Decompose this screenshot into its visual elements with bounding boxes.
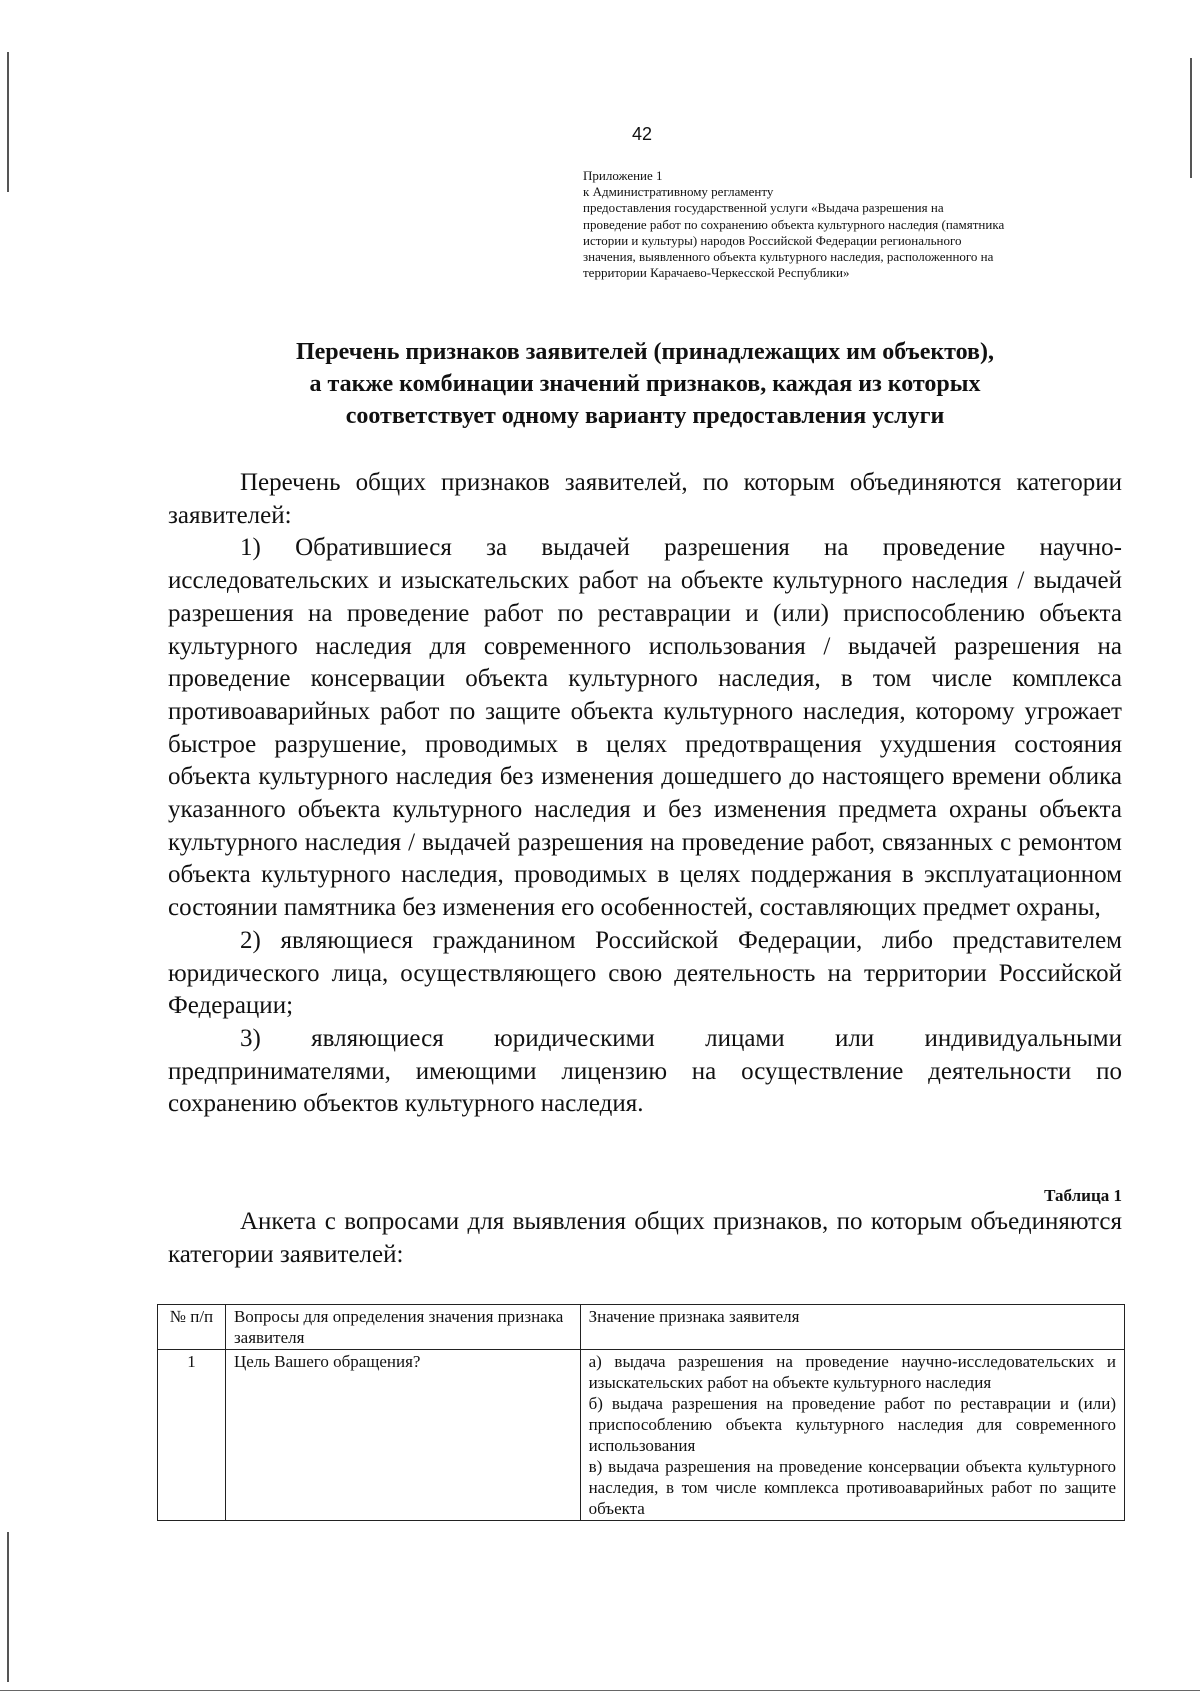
scan-margin-line-left — [7, 52, 9, 192]
answer-option-b: б) выдача разрешения на проведение работ по реставрации и (или) приспособлению объекта культурного наследия для современного использования — [588, 1394, 1116, 1455]
table-label: Таблица 1 — [1044, 1186, 1122, 1205]
scan-margin-line-right — [1190, 58, 1192, 178]
paragraph-item-2: 2) являющиеся гражданином Российской Федерации, либо представителем юридического лица, осуществляющего свою деятельность на территории Российской Федерации; — [168, 926, 1122, 1020]
appendix-line: территории Карачаево-Черкесской Республики» — [583, 265, 850, 281]
answer-option-a: а) выдача разрешения на проведение научно-исследовательских и изыскательских работ на объекте культурного наследия — [588, 1352, 1116, 1392]
table-intro: Анкета с вопросами для выявления общих признаков, по которым объединяются категории заявителей: — [168, 1208, 1122, 1268]
paragraph-intro: Перечень общих признаков заявителей, по которым объединяются категории заявителей: — [168, 469, 1122, 529]
appendix-line: предоставления государственной услуги «Выдача разрешения на — [583, 200, 944, 216]
table-header-row — [158, 1305, 1125, 1350]
survey-table — [157, 1304, 1125, 1521]
paragraph-item-3: 3) являющиеся юридическими лицами или индивидуальными предпринимателями, имеющими лицензию на осуществление деятельности по сохранению объектов культурного наследия. — [168, 1024, 1122, 1118]
table-row — [158, 1350, 1125, 1521]
page-number: 42 — [632, 124, 653, 144]
title-line: Перечень признаков заявителей (принадлежащих им объектов), — [295, 339, 995, 365]
body-text — [168, 467, 1122, 1121]
title-line: соответствует одному варианту предоставления услуги — [345, 403, 945, 429]
row-answers — [580, 1350, 1124, 1521]
row-question: Цель Вашего обращения? — [225, 1350, 580, 1521]
answer-option-c: в) выдача разрешения на проведение консервации объекта культурного наследия, в том числе комплекса противоаварийных работ по защите объекта — [588, 1457, 1116, 1518]
appendix-line: Приложение 1 — [583, 168, 663, 183]
header-number: № п/п — [158, 1305, 226, 1350]
title-line: а также комбинации значений признаков, каждая из которых — [309, 371, 981, 397]
document-title — [170, 336, 1120, 432]
scan-margin-line-bottom-left — [7, 1532, 9, 1682]
scan-bottom-edge — [0, 1690, 1200, 1691]
header-value: Значение признака заявителя — [580, 1305, 1124, 1350]
appendix-line: проведение работ по сохранению объекта культурного наследия (памятника — [583, 216, 1005, 232]
appendix-line: к Административному регламенту — [583, 184, 774, 200]
row-number: 1 — [158, 1350, 226, 1521]
paragraph-item-1: 1) Обратившиеся за выдачей разрешения на проведение научно-исследовательских и изыскательских работ на объекте культурного наследия / выдачей разрешения на проведение работ по реставрации и (или) приспособлению объекта культурного наследия для современного использования / выдачей разрешения на проведение консервации объекта культурного наследия, в том числе комплекса противоаварийных работ по защите объекта культурного наследия, которому угрожает быстрое разрушение, проводимых в целях предотвращения ухудшения состояния объекта культурного наследия без изменения дошедшего до настоящего времени облика указанного объекта культурного наследия и без изменения предмета охраны объекта культурного наследия / выдачей разрешения на проведение работ, связанных с ремонтом объекта культурного наследия, проводимых в целях поддержания в эксплуатационном состоянии памятника без изменения его особенностей, составляющих предмет охраны, — [168, 534, 1122, 922]
appendix-block — [583, 168, 1123, 281]
header-question: Вопросы для определения значения признака заявителя — [225, 1305, 580, 1350]
appendix-line: истории и культуры) народов Российской Федерации регионального — [583, 232, 962, 248]
appendix-line: значения, выявленного объекта культурного наследия, расположенного на — [583, 249, 994, 265]
